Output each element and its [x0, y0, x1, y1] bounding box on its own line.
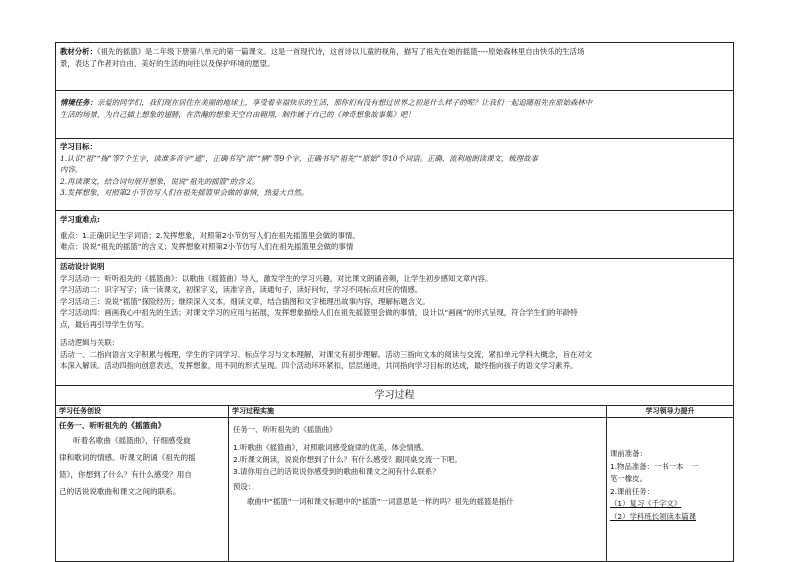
learning-goal-1: 1.认识“祖”“掏”等7个生字，读准多音字“遮”，正确书写“浓”“辆”等9个字，正确书写“祖先”“原始”等10个词语。正确、流利地朗读课文，梳理故事: [60, 153, 538, 163]
leadership-column: [607, 406, 733, 561]
impl-preset-text: 歌曲中“摇篮”一词和课文标题中的“摇篮”一词意思是一样的吗？祖先的摇篮是指什: [247, 497, 514, 506]
activity-logic-1: 活动一、二指向语言文字积累与梳理，学生的字词学习、标点学习与文本理解，对课文有初步理解。活动三指向文本的阅读与交流，紧扣单元学科大概念，旨在对文: [60, 349, 593, 359]
prep-items-cont: 笔一橡皮。: [610, 474, 647, 483]
task-creation-column: [56, 406, 229, 561]
situation-task-text-2: 生活的场景，为自己插上想象的翅膀，在浩瀚的想象天空自由翱翔，制作属于自己的《神奇想象故事集》吧！: [60, 109, 415, 119]
learning-goal-2: 2.再读课文，结合词句展开想象，说说“祖先的摇篮”的含义。: [60, 176, 260, 186]
impl-step-2: 2.听课文朗读，说说你想到了什么？有什么感受？跟同桌交流一下吧。: [233, 455, 462, 464]
textbook-analysis-text-2: 景，表达了作者对自由、美好的生活的向往以及保护环境的愿望。: [60, 58, 275, 68]
textbook-analysis-label: 教材分析：: [60, 47, 97, 56]
process-implementation-header: 学习过程实施: [229, 406, 606, 418]
key-point-focus: 重点：1.正确识记生字词语；2.发挥想象，对照第2小节仿写人们在祖先摇篮里会做的事情。: [60, 230, 360, 240]
task-creation-header: 学习任务创设: [56, 406, 228, 418]
activity-logic-label: 活动逻辑与关联：: [60, 338, 120, 347]
activity-logic-2: 本深入解读。活动四指向创意表达，发挥想象，用不同的形式呈现。四个活动环环紧扣，层层递进，共同指向学习目标的达成，最终指向孩子的语文学习素养。: [60, 361, 578, 370]
textbook-analysis-text-1: 《祖先的摇篮》是二年级下册第八单元的第一篇课文。这是一首现代诗，这首诗以儿童的视角，描写了祖先在她的摇篮----原始森林里自由快乐的生活场: [96, 47, 585, 56]
impl-step-1: 1.听歌曲《摇篮曲》，对照歌词感受旋律的优美，体会情感。: [233, 443, 429, 452]
impl-step-3: 3.请你用自己的话说说你感受到的歌曲和课文之间有什么联系？: [233, 467, 440, 476]
key-points-label: 学习重难点:: [60, 215, 100, 224]
learning-goals-label: 学习目标：: [60, 142, 97, 151]
pre-class-task-2: （2）学科班长领读本篇课: [610, 511, 697, 521]
activity-3: 学习活动三：说说“摇篮”探险经历；继续深入文本，细读文章，结合插图和文字梳理出故事内容，理解标题含义。: [60, 296, 430, 306]
textbook-analysis-row: [55, 42, 734, 90]
learning-goals-row: [55, 138, 734, 210]
situation-task-label: 情境任务：: [60, 98, 97, 107]
activity-4: 学习活动四：画画我心中祖先的生活；对课文学习的应用与拓展，发挥想象描绘人们在祖先摇篮里会做的事情，设计以“画画”的形式呈现，符合学生们的年龄特: [60, 308, 578, 317]
situation-task-text-1: 亲爱的同学们，我们现在居住在美丽的地球上，享受着幸福快乐的生活，那你们有没有想过世界之初是什么样子的呢？让我们一起追随祖先在原始森林中: [96, 98, 593, 107]
leadership-header: 学习领导力提升: [607, 406, 733, 418]
task-1-title: 任务一、听听祖先的《摇篮曲》: [59, 421, 166, 430]
pre-class-task-1: （1）复习《千字文》: [610, 499, 682, 508]
process-title: 学习过程: [55, 385, 734, 405]
activity-2: 学习活动二：识字写字；读一读课文，初探字义，读准字音，读通句子，读好问句，学习不同标点对应的情感。: [60, 285, 423, 294]
learning-goal-1-cont: 内容。: [60, 165, 83, 174]
impl-task-1-title: 任务一、听听祖先的《摇篮曲》: [233, 425, 337, 434]
key-point-difficulty: 难点：说说“祖先的摇篮”的含义；发挥想象对照第2小节仿写人们在祖先摇篮里会做的事情: [60, 242, 354, 251]
activity-4-cont: 点，最后再引导学生仿写。: [60, 319, 149, 329]
prep-label: 课前准备：: [610, 449, 647, 458]
pre-class-task-label: 2.课前任务：: [610, 486, 655, 496]
task-1-desc-1: 听着名歌曲《摇篮曲》，仔细感受旋: [73, 436, 191, 445]
activity-design-row: [55, 258, 734, 385]
task-1-desc-4: 己的话说说歌曲和课文之间的联系。: [59, 487, 181, 496]
task-1-desc-3: 篮》，你想到了什么？有什么感受？用自: [59, 470, 192, 479]
key-points-row: [55, 210, 734, 258]
process-grid: [55, 405, 734, 562]
process-implementation-column: [229, 406, 607, 561]
impl-preset-label: 预设：: [233, 482, 256, 491]
activity-design-label: 活动设计说明: [60, 262, 105, 271]
prep-items: 1.物品准备：一书一本 一: [610, 461, 699, 471]
activity-1: 学习活动一：听听祖先的《摇篮曲》：以歌曲《摇篮曲》导入，激发学生的学习兴趣，对比课文朗诵音频，让学生初步感知文章内容。: [60, 273, 493, 283]
situation-task-row: [55, 90, 734, 138]
learning-goal-3: 3.发挥想象，对照第2小节仿写人们在祖先摇篮里会做的事情，热爱大自然。: [60, 188, 309, 197]
task-1-desc-2: 律和歌词的情感。听课文朗诵《祖先的摇: [59, 453, 196, 462]
